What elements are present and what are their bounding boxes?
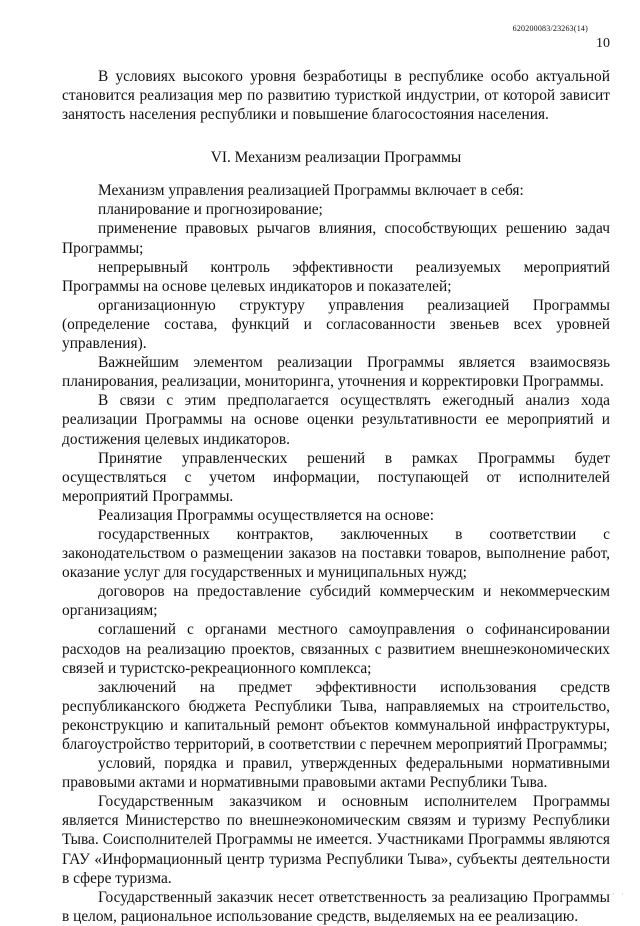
paragraph: соглашений с органами местного самоуправления о софинансировании расходов на реализацию проектов, связанных с развитием внешнеэкономических связей и туристско-рекреационного комплекса; bbox=[62, 621, 610, 677]
paragraph: условий, порядка и правил, утвержденных федеральными нормативными правовыми актами и нормативными правовыми актами Республики Тыва. bbox=[62, 755, 610, 792]
paragraph: планирование и прогнозирование; bbox=[98, 201, 323, 219]
paragraph: Государственным заказчиком и основным исполнителем Программы является Министерство по внешнеэкономическим связям и туризму Республики Тыва. Соисполнителей Программы не имеется. Участниками Программы являются ГАУ «Информационный центр туризма Республики Тыва», субъекты деятельности в сфере туризма. bbox=[62, 793, 610, 887]
paragraph: Принятие управленческих решений в рамках Программы будет осуществляться с учетом информации, поступающей от исполнителей мероприятий Программы. bbox=[62, 449, 610, 505]
paragraph: государственных контрактов, заключенных в соответствии с законодательством о размещении заказов на поставки товаров, выполнение работ, оказание услуг для государственных и муниципальных нужд; bbox=[62, 525, 610, 582]
paragraph: Реализация Программы осуществляется на основе: bbox=[98, 506, 434, 524]
paragraph: применение правовых рычагов влияния, способствующих решению задач Программы; bbox=[62, 220, 610, 257]
paragraph: непрерывный контроль эффективности реализуемых мероприятий Программы на основе целевых индикаторов и показателей; bbox=[62, 258, 610, 295]
intro-paragraph: В условиях высокого уровня безработицы в республике особо актуальной становится реализация мер по развитию туристкой индустрии, от которой зависит занятость населения республики и повышение благосостояния населения. bbox=[62, 68, 610, 124]
paragraph: Государственный заказчик несет ответственность за реализацию Программы в целом, рациональное использование средств, выделяемых на ее реализацию. bbox=[62, 888, 610, 925]
section-title: VI. Механизм реализации Программы bbox=[210, 149, 462, 167]
paragraph: В связи с этим предполагается осуществлять ежегодный анализ хода реализации Программы на основе оценки результативности ее мероприятий и достижения целевых индикаторов. bbox=[62, 392, 610, 448]
paragraph: организационную структуру управления реализацией Программы (определение состава, функций и согласованности звеньев всех уровней управления). bbox=[62, 296, 610, 353]
paragraph: Важнейшим элементом реализации Программы является взаимосвязь планирования, реализации, мониторинга, уточнения и корректировки Программы. bbox=[62, 354, 610, 391]
scan-artifact: · · bbox=[611, 889, 626, 899]
paragraph: заключений на предмет эффективности использования средств республиканского бюджета Республики Тыва, направляемых на строительство, реконструкцию и капитальный ремонт объектов коммунальной инфраструктуры, благоустройство территорий, в соответствии с перечнем мероприятий Программы; bbox=[62, 678, 610, 753]
paragraph: договоров на предоставление субсидий коммерческим и некоммерческим организациям; bbox=[62, 583, 610, 620]
page-number: 10 bbox=[596, 36, 610, 51]
paragraph: Механизм управления реализацией Программы включает в себя: bbox=[98, 182, 524, 200]
document-body bbox=[62, 67, 610, 926]
document-code: 620200083/23263(14) bbox=[512, 24, 588, 33]
